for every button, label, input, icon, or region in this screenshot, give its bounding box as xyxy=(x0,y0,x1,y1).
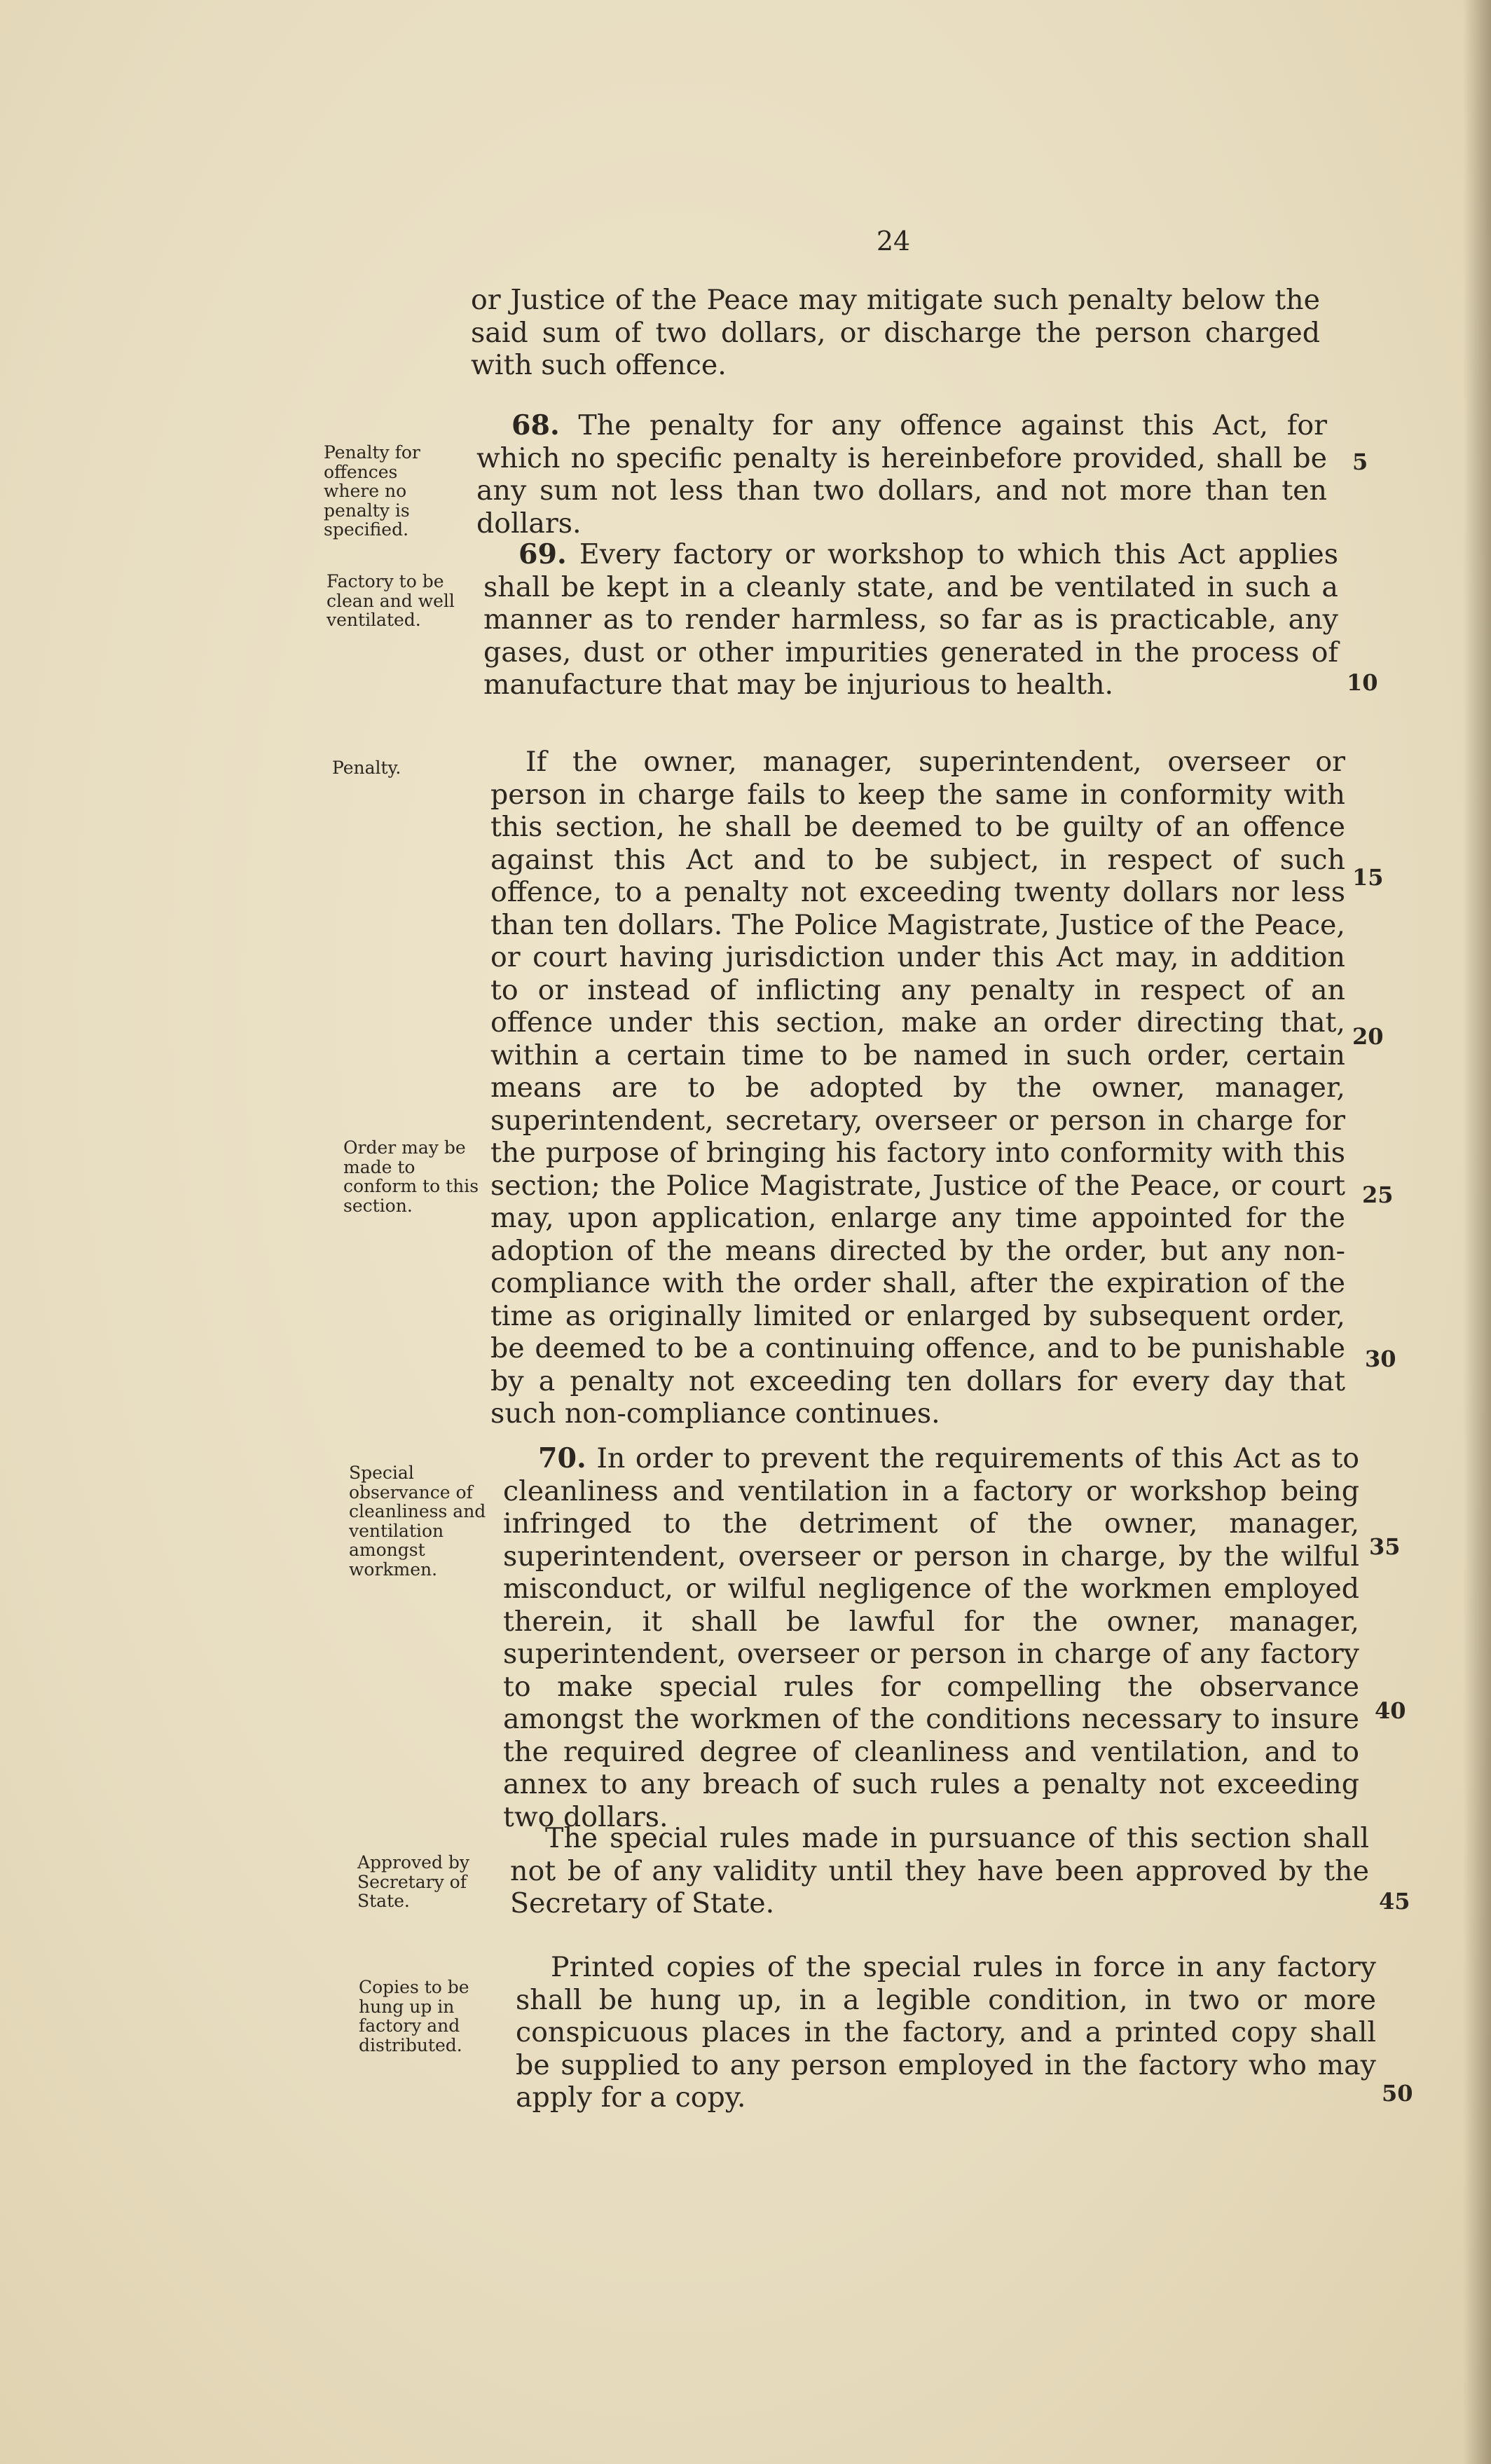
section-number: 70. xyxy=(538,1442,586,1474)
margin-note: Approved by Secretary of State. xyxy=(357,1852,470,1911)
page-spine-shadow xyxy=(1463,0,1491,2464)
section-69 xyxy=(483,538,1338,701)
margin-note: Special observance of cleanliness and ventilation amongst workmen. xyxy=(349,1463,486,1580)
page-number: 24 xyxy=(876,226,911,256)
section-text: The penalty for any offence against this Act, for which no specific penalty is hereinbefore provided, shall be any sum not less than two dollars, and not more than ten dollars. xyxy=(476,409,1327,540)
section-text: In order to prevent the requirements of this Act as to cleanliness and ventilation in a factory or workshop being infringed to the detriment of the owner, manager, superintendent, overseer or person in charge, by the wilful misconduct, or wilful negligence of the workmen employed therein, it shall be lawful for the owner, manager, superintendent, overseer or person in charge of any factory to make special rules for compelling the observance amongst the workmen of the conditions necessary to insure the required degree of cleanliness and ventilation, and to annex to any breach of such rules a penalty not exceeding two dollars. xyxy=(503,1442,1359,1833)
copies-paragraph xyxy=(516,1951,1376,2114)
approval-paragraph xyxy=(510,1822,1369,1920)
line-number: 15 xyxy=(1352,864,1384,891)
paragraph-continuation xyxy=(471,284,1320,382)
penalty-paragraph xyxy=(490,746,1345,1430)
margin-note: Order may be made to conform to this section. xyxy=(343,1137,479,1216)
section-number: 68. xyxy=(511,409,560,442)
section-number: 69. xyxy=(518,538,567,570)
paragraph-text: Printed copies of the special rules in force in any factory shall be hung up, in a legible condition, in two or more conspicuous places in the factory, and a printed copy shall be supplied to any person employed in the factory who may apply for a copy. xyxy=(516,1951,1376,2114)
line-number: 40 xyxy=(1375,1697,1406,1724)
line-number: 30 xyxy=(1365,1346,1396,1372)
section-68 xyxy=(476,409,1327,540)
line-number: 45 xyxy=(1379,1888,1410,1915)
margin-note: Penalty. xyxy=(332,758,401,778)
line-number: 35 xyxy=(1369,1533,1401,1560)
section-text: Every factory or workshop to which this Act applies shall be kept in a cleanly state, and be ventilated in such a manner as to render harmless, so far as is practicable, any gases, dust or other impurities generated in the process of manufacture that may be injurious to health. xyxy=(483,538,1338,701)
line-number: 50 xyxy=(1382,2080,1413,2107)
margin-note: Factory to be clean and well ventilated. xyxy=(327,571,455,630)
line-number: 25 xyxy=(1362,1182,1394,1208)
margin-note: Penalty for offences where no penalty is specified. xyxy=(324,442,420,540)
line-number: 20 xyxy=(1352,1023,1384,1050)
margin-note: Copies to be hung up in factory and distributed. xyxy=(359,1977,469,2055)
line-number: 5 xyxy=(1352,449,1368,475)
paragraph-text: or Justice of the Peace may mitigate such penalty below the said sum of two dollars, or discharge the person charged with such offence. xyxy=(471,284,1320,381)
paragraph-text: If the owner, manager, superintendent, overseer or person in charge fails to keep the same in conformity with this section, he shall be deemed to be guilty of an offence against this Act and to be subject, in respect of such offence, to a penalty not exceeding twenty dollars nor less than ten dollars. The Police Magistrate, Justice of the Peace, or court having jurisdiction under this Act may, in addition to or instead of inflicting any penalty in respect of an offence under this section, make an order directing that, within a certain time to be named in such order, certain means are to be adopted by the owner, manager, superintendent, secretary, overseer or person in charge for the purpose of bringing his factory into conformity with this section; the Police Magistrate, Justice of the Peace, or court may, upon application, enlarge any time appointed for the adoption of the means directed by the order, but any non-compliance with the order shall, after the expiration of the time as originally limited or enlarged by subsequent order, be deemed to be a continuing offence, and to be punishable by a penalty not exceeding ten dollars for every day that such non-compliance continues. xyxy=(490,746,1345,1430)
section-70 xyxy=(503,1442,1359,1833)
line-number: 10 xyxy=(1347,669,1378,696)
paragraph-text: The special rules made in pursuance of this section shall not be of any validity until they have been approved by the Secretary of State. xyxy=(510,1822,1369,1919)
